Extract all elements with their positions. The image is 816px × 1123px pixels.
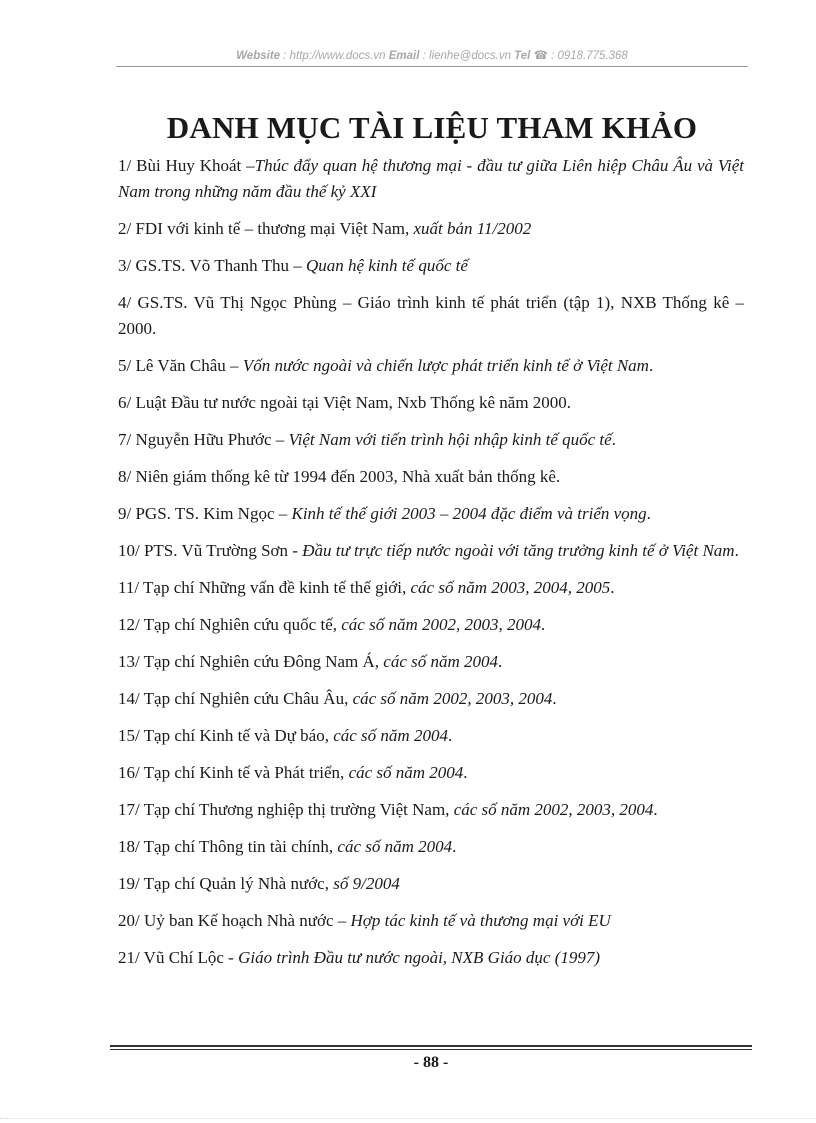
reference-item: 21/ Vũ Chí Lộc - Giáo trình Đầu tư nước ngoài, NXB Giáo dục (1997)	[118, 948, 601, 967]
reference-item: 13/ Tạp chí Nghiên cứu Đông Nam Á, các số năm 2004.	[118, 652, 503, 671]
email-label: Email	[388, 50, 420, 62]
tel-value: ☎ : 0918.775.368	[530, 50, 628, 62]
reference-item: 11/ Tạp chí Những vấn đề kinh tế thế giới, các số năm 2003, 2004, 2005.	[118, 578, 615, 597]
reference-item: 6/ Luật Đầu tư nước ngoài tại Việt Nam, Nxb Thống kê năm 2000.	[118, 393, 572, 412]
reference-item: 1/ Bùi Huy Khoát –Thúc đẩy quan hệ thương mại - đầu tư giữa Liên hiệp Châu Âu và Việt Nam trong những năm đầu thế kỷ XXI	[118, 156, 744, 201]
reference-item: 8/ Niên giám thống kê từ 1994 đến 2003, Nhà xuất bản thống kê.	[118, 467, 561, 486]
reference-item: 10/ PTS. Vũ Trường Sơn - Đầu tư trực tiếp nước ngoài với tăng trưởng kinh tế ở Việt Nam.	[118, 541, 739, 560]
reference-item: 7/ Nguyễn Hữu Phước – Việt Nam với tiến trình hội nhập kinh tế quốc tế.	[118, 430, 616, 449]
reference-item: 9/ PGS. TS. Kim Ngọc – Kinh tế thế giới 2003 – 2004 đặc điểm và triển vọng.	[118, 504, 651, 523]
reference-item: 3/ GS.TS. Võ Thanh Thu – Quan hệ kinh tế quốc tế	[118, 256, 468, 275]
website-label: Website	[236, 50, 281, 62]
page-number: - 88 -	[413, 1054, 449, 1071]
page-title: DANH MỤC TÀI LIỆU THAM KHẢO	[166, 110, 698, 145]
email-value: : lienhe@docs.vn	[419, 50, 515, 62]
reference-item: 15/ Tạp chí Kinh tế và Dự báo, các số năm 2004.	[118, 726, 453, 745]
reference-item: 17/ Tạp chí Thương nghiệp thị trường Việt Nam, các số năm 2002, 2003, 2004.	[118, 800, 658, 819]
header-divider	[116, 66, 748, 67]
reference-item: 19/ Tạp chí Quản lý Nhà nước, số 9/2004	[118, 874, 400, 893]
reference-item: 20/ Uỷ ban Kế hoạch Nhà nước – Hợp tác kinh tế và thương mại với EU	[118, 911, 611, 930]
reference-item: 12/ Tạp chí Nghiên cứu quốc tế, các số năm 2002, 2003, 2004.	[118, 615, 546, 634]
reference-item: 18/ Tạp chí Thông tin tài chính, các số năm 2004.	[118, 837, 457, 856]
footer-divider	[110, 1045, 752, 1047]
page-edge-divider	[0, 1118, 816, 1119]
reference-item: 4/ GS.TS. Vũ Thị Ngọc Phùng – Giáo trình kinh tế phát triển (tập 1), NXB Thống kê – 2000.	[118, 293, 744, 338]
reference-item: 16/ Tạp chí Kinh tế và Phát triển, các số năm 2004.	[118, 763, 468, 782]
reference-item: 2/ FDI với kinh tế – thương mại Việt Nam, xuất bản 11/2002	[118, 219, 532, 238]
reference-list	[118, 153, 744, 982]
website-value: : http://www.docs.vn	[280, 50, 389, 62]
tel-label: Tel	[514, 50, 531, 62]
reference-item: 14/ Tạp chí Nghiên cứu Châu Âu, các số năm 2002, 2003, 2004.	[118, 689, 557, 708]
reference-item: 5/ Lê Văn Châu – Vốn nước ngoài và chiến lược phát triển kinh tế ở Việt Nam.	[118, 356, 654, 375]
footer-divider-thin	[110, 1049, 752, 1050]
page-header	[116, 48, 748, 62]
